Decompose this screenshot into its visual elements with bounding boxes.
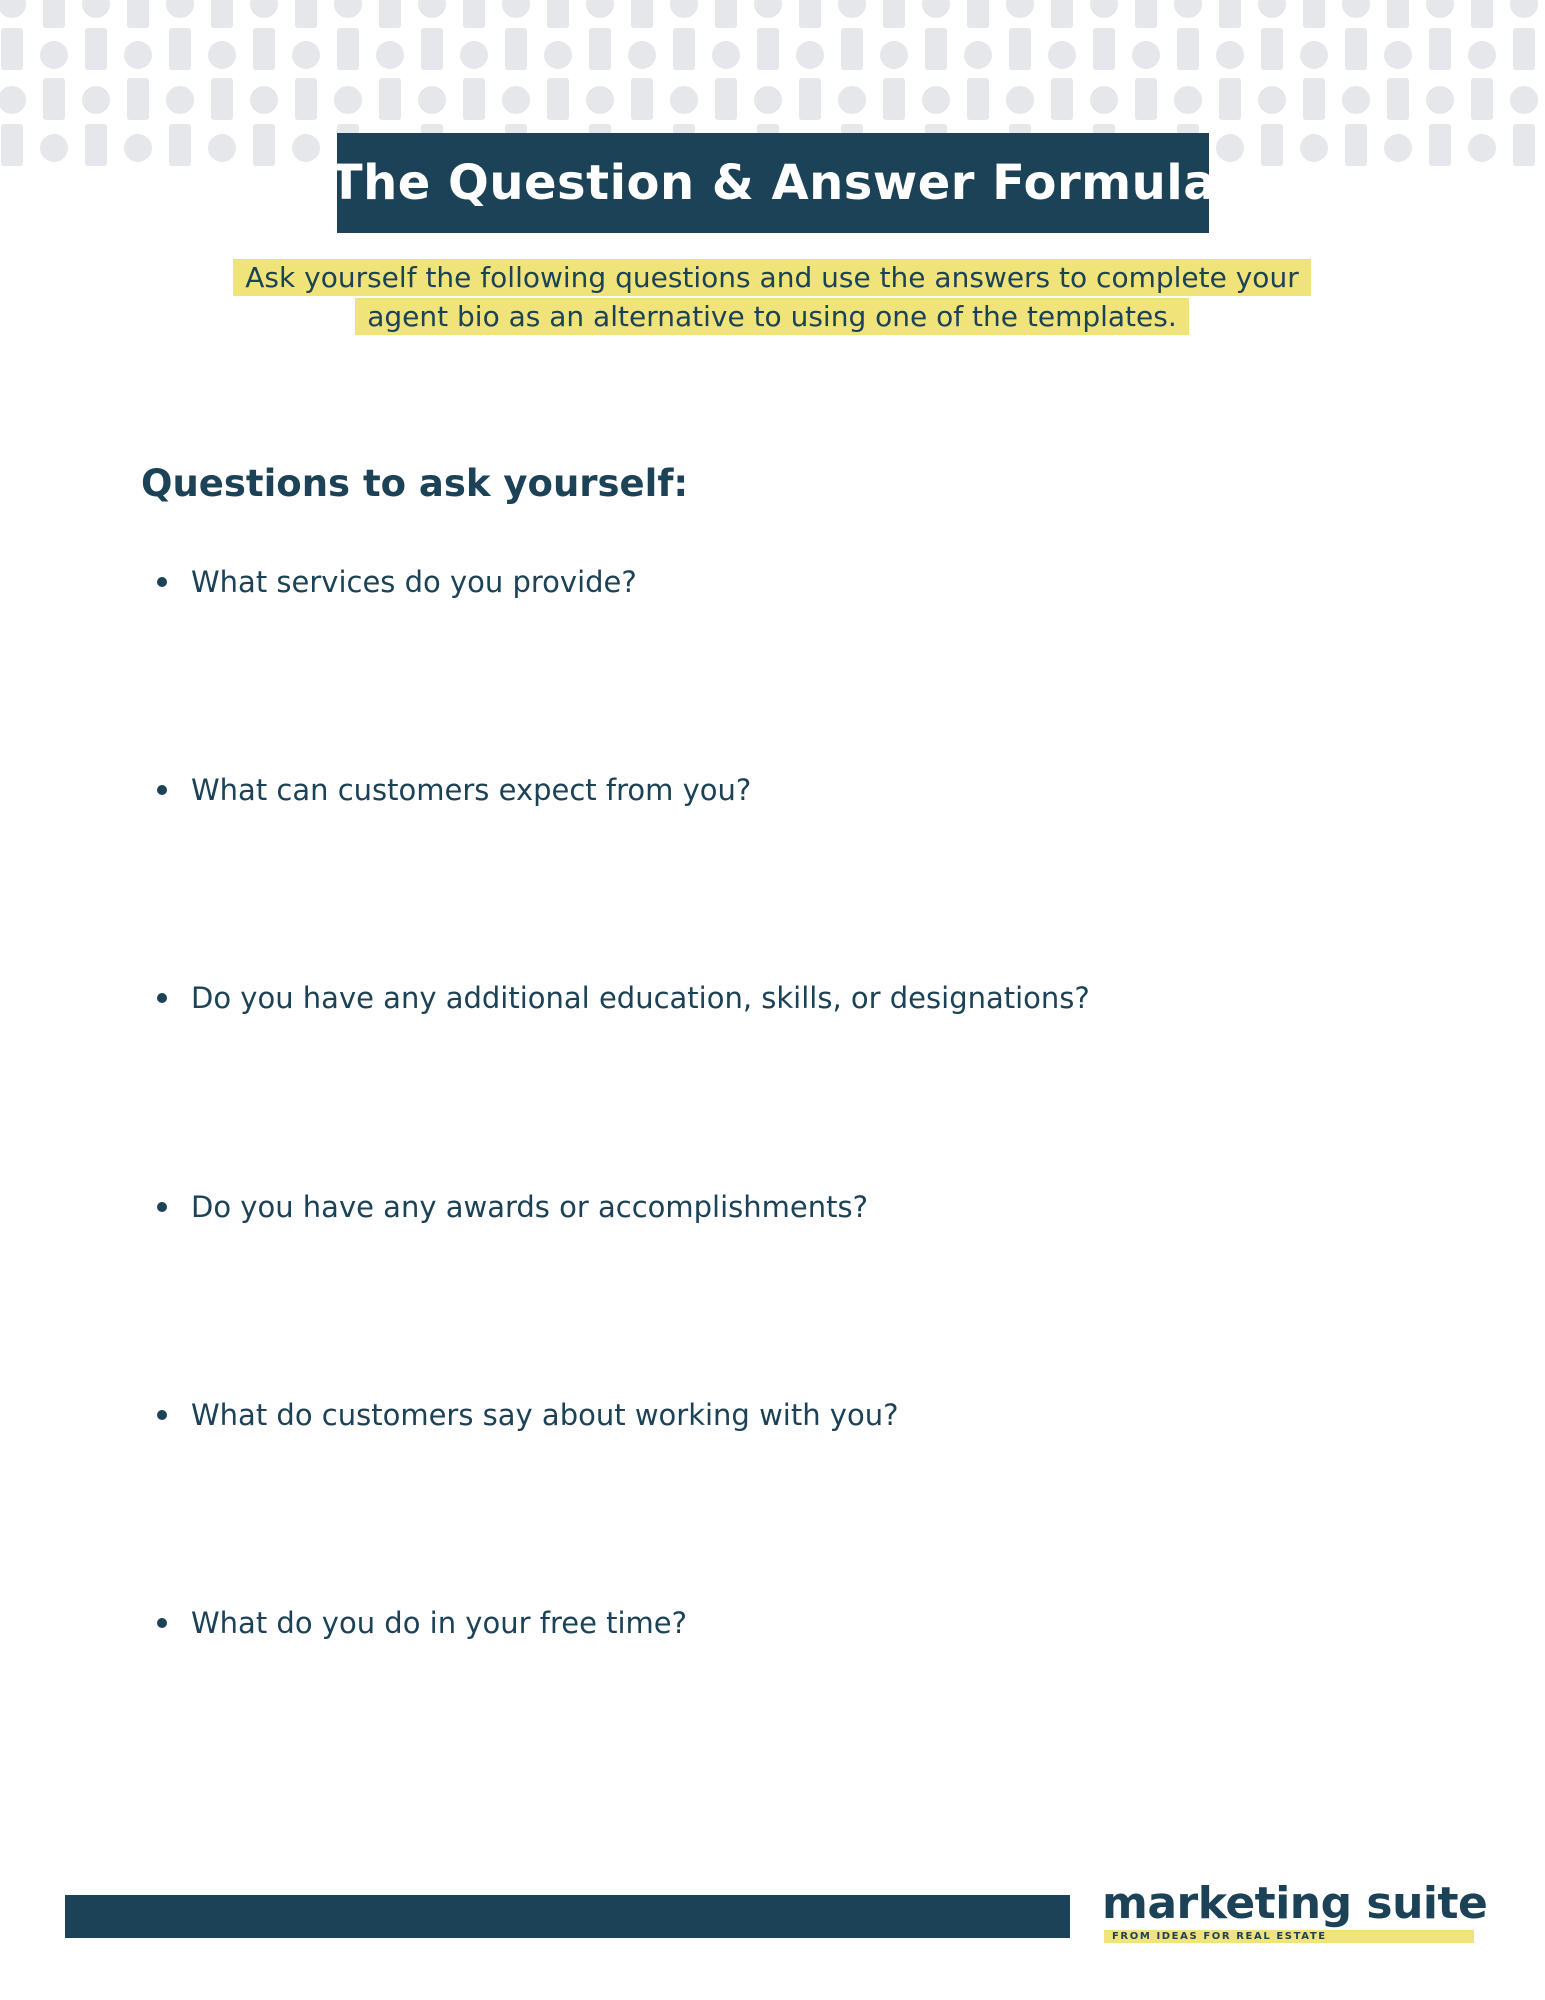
pattern-dot (628, 41, 656, 69)
pattern-bar (85, 28, 107, 70)
pattern-dot (586, 86, 614, 114)
pattern-dot (334, 86, 362, 114)
pattern-bar (1261, 124, 1283, 166)
pattern-bar (169, 28, 191, 70)
logo-tagline: FROM IDEAS FOR REAL ESTATE (1112, 1931, 1327, 1942)
marketing-suite-logo (1100, 1878, 1488, 1948)
pattern-bar (1387, 0, 1409, 28)
pattern-dot (124, 134, 152, 162)
pattern-bar (589, 28, 611, 70)
pattern-bar (841, 28, 863, 70)
pattern-bar (85, 124, 107, 166)
pattern-bar (43, 0, 65, 28)
bullet-icon (157, 785, 167, 795)
pattern-dot (544, 41, 572, 69)
pattern-dot (1384, 134, 1412, 162)
pattern-dot (922, 0, 950, 18)
pattern-dot (166, 0, 194, 18)
pattern-bar (1303, 0, 1325, 28)
pattern-bar (1219, 0, 1241, 28)
pattern-dot (1510, 86, 1538, 114)
pattern-bar (1513, 124, 1535, 166)
pattern-bar (1471, 0, 1493, 28)
pattern-dot (1048, 41, 1076, 69)
pattern-dot (0, 0, 26, 18)
pattern-bar (547, 78, 569, 120)
intro-line-1: Ask yourself the following questions and use the answers to complete your (233, 259, 1310, 296)
pattern-bar (799, 78, 821, 120)
pattern-dot (1426, 86, 1454, 114)
pattern-dot (1342, 86, 1370, 114)
pattern-bar (1051, 78, 1073, 120)
question-text: What do you do in your free time? (191, 1606, 688, 1640)
pattern-dot (796, 41, 824, 69)
pattern-dot (82, 0, 110, 18)
pattern-bar (295, 0, 317, 28)
pattern-bar (211, 0, 233, 28)
question-text: What services do you provide? (191, 565, 637, 599)
pattern-dot (670, 86, 698, 114)
pattern-dot (1510, 0, 1538, 18)
pattern-bar (673, 28, 695, 70)
pattern-dot (838, 0, 866, 18)
pattern-dot (502, 0, 530, 18)
pattern-bar (421, 28, 443, 70)
question-text: Do you have any awards or accomplishments? (191, 1190, 868, 1224)
pattern-bar (43, 78, 65, 120)
pattern-dot (40, 41, 68, 69)
pattern-bar (379, 78, 401, 120)
pattern-bar (715, 0, 737, 28)
pattern-dot (586, 0, 614, 18)
pattern-dot (670, 0, 698, 18)
footer-bar (65, 1895, 1070, 1938)
pattern-bar (1261, 28, 1283, 70)
pattern-dot (1174, 0, 1202, 18)
pattern-dot (40, 134, 68, 162)
pattern-dot (1090, 86, 1118, 114)
pattern-dot (250, 86, 278, 114)
pattern-dot (1174, 86, 1202, 114)
pattern-bar (379, 0, 401, 28)
pattern-dot (1006, 0, 1034, 18)
pattern-bar (1, 28, 23, 70)
pattern-bar (715, 78, 737, 120)
pattern-bar (1303, 78, 1325, 120)
pattern-dot (1468, 134, 1496, 162)
pattern-bar (1219, 78, 1241, 120)
pattern-dot (502, 86, 530, 114)
pattern-dot (1426, 0, 1454, 18)
pattern-bar (1051, 0, 1073, 28)
pattern-dot (292, 134, 320, 162)
pattern-bar (169, 124, 191, 166)
pattern-dot (1090, 0, 1118, 18)
pattern-dot (880, 41, 908, 69)
pattern-dot (82, 86, 110, 114)
bullet-icon (157, 577, 167, 587)
pattern-bar (1, 124, 23, 166)
pattern-dot (166, 86, 194, 114)
pattern-bar (1009, 28, 1031, 70)
bullet-icon (157, 1618, 167, 1628)
pattern-bar (967, 0, 989, 28)
pattern-bar (1513, 28, 1535, 70)
pattern-bar (127, 0, 149, 28)
section-heading: Questions to ask yourself: (141, 462, 689, 505)
pattern-bar (211, 78, 233, 120)
question-text: What do customers say about working with you? (191, 1398, 899, 1432)
list-item (157, 1606, 687, 1640)
pattern-dot (250, 0, 278, 18)
pattern-bar (757, 28, 779, 70)
pattern-dot (964, 41, 992, 69)
pattern-bar (631, 0, 653, 28)
pattern-bar (925, 28, 947, 70)
pattern-bar (547, 0, 569, 28)
pattern-dot (754, 0, 782, 18)
pattern-dot (838, 86, 866, 114)
pattern-bar (1135, 0, 1157, 28)
pattern-bar (1387, 78, 1409, 120)
pattern-dot (208, 41, 236, 69)
pattern-dot (712, 41, 740, 69)
pattern-dot (1006, 86, 1034, 114)
pattern-dot (1258, 0, 1286, 18)
pattern-dot (124, 41, 152, 69)
pattern-bar (883, 78, 905, 120)
pattern-dot (754, 86, 782, 114)
pattern-dot (418, 86, 446, 114)
pattern-bar (253, 28, 275, 70)
pattern-bar (1135, 78, 1157, 120)
bullet-icon (157, 1410, 167, 1420)
pattern-dot (376, 41, 404, 69)
intro-text (172, 258, 1372, 336)
pattern-dot (1216, 41, 1244, 69)
pattern-bar (1429, 28, 1451, 70)
pattern-bar (1093, 28, 1115, 70)
pattern-dot (0, 86, 26, 114)
pattern-bar (463, 0, 485, 28)
pattern-dot (292, 41, 320, 69)
pattern-dot (1468, 41, 1496, 69)
pattern-bar (1345, 124, 1367, 166)
pattern-bar (1471, 78, 1493, 120)
pattern-bar (1345, 28, 1367, 70)
pattern-bar (1177, 28, 1199, 70)
page-title-text: The Question & Answer Formula (329, 155, 1217, 211)
pattern-bar (295, 78, 317, 120)
pattern-bar (337, 28, 359, 70)
list-item (157, 773, 751, 807)
bullet-icon (157, 993, 167, 1003)
pattern-bar (463, 78, 485, 120)
pattern-bar (1429, 124, 1451, 166)
pattern-dot (1258, 86, 1286, 114)
pattern-dot (1384, 41, 1412, 69)
pattern-dot (460, 41, 488, 69)
list-item (157, 1398, 898, 1432)
pattern-dot (1216, 134, 1244, 162)
pattern-bar (631, 78, 653, 120)
pattern-bar (253, 124, 275, 166)
pattern-bar (505, 28, 527, 70)
pattern-dot (1300, 41, 1328, 69)
pattern-dot (334, 0, 362, 18)
pattern-dot (1342, 0, 1370, 18)
logo-text: marketing suite (1102, 1878, 1488, 1929)
question-text: What can customers expect from you? (191, 773, 752, 807)
intro-line-2: agent bio as an alternative to using one of the templates. (355, 298, 1189, 335)
list-item (157, 1190, 868, 1224)
pattern-bar (799, 0, 821, 28)
bullet-icon (157, 1202, 167, 1212)
question-text: Do you have any additional education, skills, or designations? (191, 981, 1090, 1015)
pattern-bar (883, 0, 905, 28)
pattern-dot (208, 134, 236, 162)
list-item (157, 565, 637, 599)
pattern-dot (418, 0, 446, 18)
pattern-bar (967, 78, 989, 120)
pattern-dot (1132, 41, 1160, 69)
page-title (329, 133, 1217, 233)
pattern-dot (922, 86, 950, 114)
pattern-bar (127, 78, 149, 120)
list-item (157, 981, 1090, 1015)
pattern-dot (1300, 134, 1328, 162)
